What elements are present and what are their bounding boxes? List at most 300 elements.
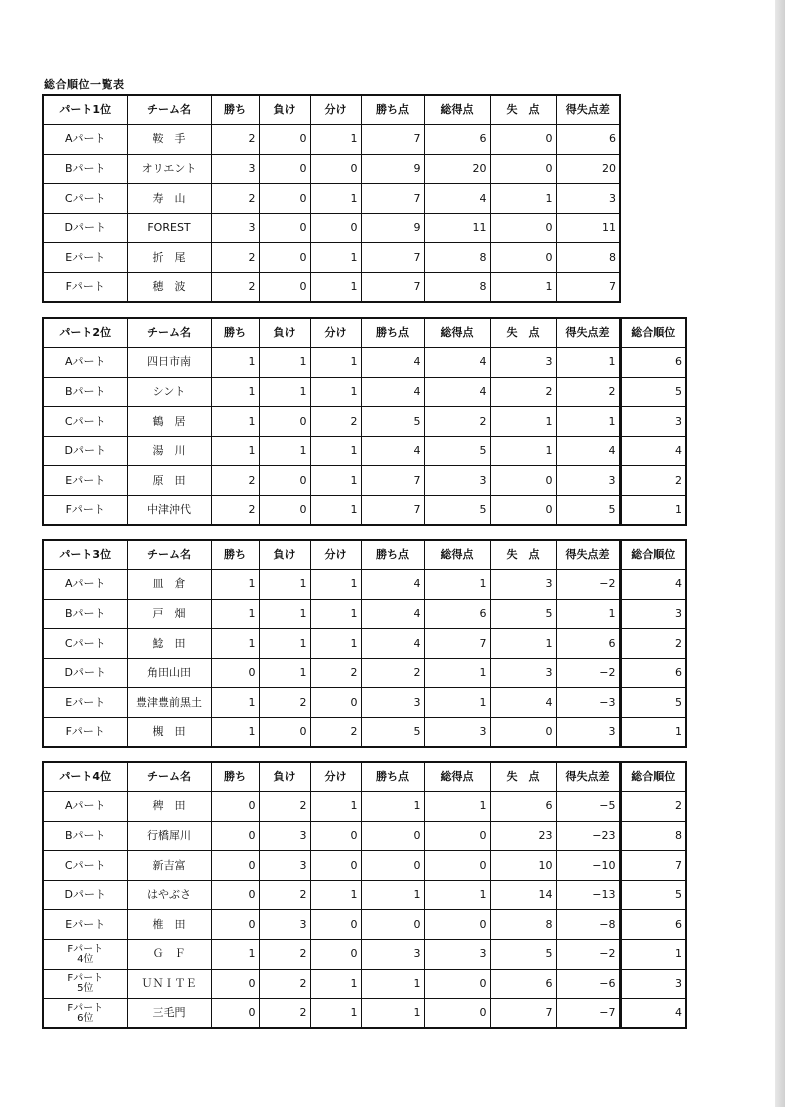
part-cell: Eパート	[43, 466, 127, 496]
points-cell: 1	[361, 999, 424, 1029]
goal-diff-cell: 20	[556, 154, 620, 184]
wins-cell: 1	[211, 688, 259, 718]
goals-for-cell: 1	[424, 880, 490, 910]
header-diff: 得失点差	[556, 318, 620, 348]
goal-diff-cell: 1	[556, 348, 620, 378]
points-cell: 1	[361, 880, 424, 910]
header-conceded: 失 点	[490, 540, 556, 570]
wins-cell: 0	[211, 792, 259, 822]
losses-cell: 0	[259, 718, 310, 748]
header-team: チーム名	[127, 540, 211, 570]
points-cell: 4	[361, 377, 424, 407]
points-cell: 4	[361, 570, 424, 600]
goals-against-cell: 1	[490, 184, 556, 214]
draws-cell: 0	[310, 213, 361, 243]
wins-cell: 2	[211, 496, 259, 526]
header-team: チーム名	[127, 95, 211, 125]
header-points: 勝ち点	[361, 762, 424, 792]
header-conceded: 失 点	[490, 762, 556, 792]
losses-cell: 2	[259, 969, 310, 999]
part-cell: Eパート	[43, 688, 127, 718]
part-cell: Bパート	[43, 599, 127, 629]
overall-rank-cell: 4	[620, 570, 686, 600]
goal-diff-cell: −2	[556, 658, 620, 688]
losses-cell: 3	[259, 821, 310, 851]
draws-cell: 0	[310, 688, 361, 718]
wins-cell: 3	[211, 154, 259, 184]
goal-diff-cell: 3	[556, 718, 620, 748]
part-cell: Dパート	[43, 880, 127, 910]
losses-cell: 0	[259, 125, 310, 155]
goals-for-cell: 2	[424, 407, 490, 437]
goal-diff-cell: −8	[556, 910, 620, 940]
losses-cell: 2	[259, 999, 310, 1029]
goals-against-cell: 1	[490, 436, 556, 466]
goals-against-cell: 0	[490, 154, 556, 184]
goals-for-cell: 6	[424, 599, 490, 629]
points-cell: 7	[361, 184, 424, 214]
draws-cell: 0	[310, 910, 361, 940]
part-cell: Dパート	[43, 213, 127, 243]
part-cell: Aパート	[43, 570, 127, 600]
part-cell: Eパート	[43, 243, 127, 273]
part-cell: Aパート	[43, 348, 127, 378]
team-name-cell: オリエント	[127, 154, 211, 184]
goals-for-cell: 20	[424, 154, 490, 184]
draws-cell: 1	[310, 880, 361, 910]
header-row	[43, 318, 686, 348]
header-draw: 分け	[310, 95, 361, 125]
team-name-cell: シント	[127, 377, 211, 407]
header-draw: 分け	[310, 318, 361, 348]
part-cell	[43, 999, 127, 1029]
header-draw: 分け	[310, 540, 361, 570]
goal-diff-cell: −13	[556, 880, 620, 910]
losses-cell: 2	[259, 880, 310, 910]
goal-diff-cell: 3	[556, 184, 620, 214]
goal-diff-cell: −2	[556, 570, 620, 600]
points-cell: 0	[361, 910, 424, 940]
goals-for-cell: 4	[424, 184, 490, 214]
page-edge-shadow	[775, 0, 785, 1107]
losses-cell: 3	[259, 851, 310, 881]
wins-cell: 1	[211, 629, 259, 659]
part-cell: Aパート	[43, 792, 127, 822]
goal-diff-cell: 7	[556, 273, 620, 303]
part-cell	[43, 940, 127, 970]
draws-cell: 1	[310, 599, 361, 629]
goals-for-cell: 3	[424, 940, 490, 970]
team-name-cell: 角田山田	[127, 658, 211, 688]
team-name-cell: 新吉富	[127, 851, 211, 881]
team-name-cell: 鶴 居	[127, 407, 211, 437]
goals-against-cell: 3	[490, 348, 556, 378]
header-rank: 総合順位	[620, 540, 686, 570]
standings-table-part4	[42, 761, 687, 1029]
overall-rank-cell: 1	[620, 496, 686, 526]
overall-rank-cell: 3	[620, 969, 686, 999]
points-cell: 2	[361, 658, 424, 688]
overall-rank-cell: 8	[620, 821, 686, 851]
losses-cell: 1	[259, 629, 310, 659]
wins-cell: 2	[211, 466, 259, 496]
part-cell: Fパート	[43, 273, 127, 303]
part-cell: Cパート	[43, 184, 127, 214]
header-rank: 総合順位	[620, 762, 686, 792]
team-name-cell: 折 尾	[127, 243, 211, 273]
points-cell: 0	[361, 851, 424, 881]
header-part: パート3位	[43, 540, 127, 570]
losses-cell: 0	[259, 213, 310, 243]
points-cell: 0	[361, 821, 424, 851]
table-row	[43, 213, 620, 243]
draws-cell: 1	[310, 969, 361, 999]
header-diff: 得失点差	[556, 95, 620, 125]
overall-rank-cell: 7	[620, 851, 686, 881]
draws-cell: 1	[310, 496, 361, 526]
header-scored: 総得点	[424, 540, 490, 570]
wins-cell: 1	[211, 940, 259, 970]
overall-rank-cell: 5	[620, 688, 686, 718]
points-cell: 7	[361, 243, 424, 273]
header-row	[43, 95, 620, 125]
table-row	[43, 658, 686, 688]
part-cell: Cパート	[43, 629, 127, 659]
team-name-cell: 湯 川	[127, 436, 211, 466]
goal-diff-cell: −5	[556, 792, 620, 822]
draws-cell: 1	[310, 377, 361, 407]
team-name-cell: 豊津豊前黒土	[127, 688, 211, 718]
goals-against-cell: 0	[490, 213, 556, 243]
goal-diff-cell: 8	[556, 243, 620, 273]
wins-cell: 3	[211, 213, 259, 243]
header-win: 勝ち	[211, 540, 259, 570]
goal-diff-cell: 6	[556, 629, 620, 659]
goals-for-cell: 1	[424, 688, 490, 718]
table-row	[43, 940, 686, 970]
header-rank: 総合順位	[620, 318, 686, 348]
team-name-cell: 中津沖代	[127, 496, 211, 526]
losses-cell: 0	[259, 466, 310, 496]
team-name-cell: 三毛門	[127, 999, 211, 1029]
goal-diff-cell: −2	[556, 940, 620, 970]
team-name-cell: 鯰 田	[127, 629, 211, 659]
draws-cell: 1	[310, 629, 361, 659]
goals-for-cell: 6	[424, 125, 490, 155]
draws-cell: 1	[310, 273, 361, 303]
goal-diff-cell: −3	[556, 688, 620, 718]
losses-cell: 0	[259, 407, 310, 437]
points-cell: 4	[361, 629, 424, 659]
goals-for-cell: 0	[424, 969, 490, 999]
standings-table-part2	[42, 317, 687, 526]
overall-rank-cell: 4	[620, 436, 686, 466]
losses-cell: 0	[259, 184, 310, 214]
part-cell: Dパート	[43, 436, 127, 466]
document-title: 総合順位一覧表	[44, 78, 125, 91]
overall-rank-cell: 5	[620, 377, 686, 407]
goals-against-cell: 14	[490, 880, 556, 910]
part-cell: Cパート	[43, 851, 127, 881]
header-diff: 得失点差	[556, 762, 620, 792]
draws-cell: 0	[310, 851, 361, 881]
goals-against-cell: 23	[490, 821, 556, 851]
goals-for-cell: 8	[424, 243, 490, 273]
goal-diff-cell: 3	[556, 466, 620, 496]
team-name-cell: FOREST	[127, 213, 211, 243]
goal-diff-cell: 1	[556, 599, 620, 629]
team-name-cell: Ｇ Ｆ	[127, 940, 211, 970]
part-sub-label: 5位	[77, 983, 94, 995]
part-cell: Eパート	[43, 910, 127, 940]
table-row	[43, 496, 686, 526]
part-cell: Fパート	[43, 496, 127, 526]
wins-cell: 0	[211, 999, 259, 1029]
team-name-cell: 四日市南	[127, 348, 211, 378]
overall-rank-cell: 2	[620, 792, 686, 822]
goal-diff-cell: 2	[556, 377, 620, 407]
table-row	[43, 999, 686, 1029]
header-scored: 総得点	[424, 318, 490, 348]
points-cell: 5	[361, 407, 424, 437]
overall-rank-cell: 2	[620, 629, 686, 659]
losses-cell: 2	[259, 688, 310, 718]
team-name-cell: 穂 波	[127, 273, 211, 303]
goals-against-cell: 3	[490, 658, 556, 688]
table-row	[43, 851, 686, 881]
table-row	[43, 688, 686, 718]
goals-for-cell: 0	[424, 851, 490, 881]
goals-for-cell: 3	[424, 466, 490, 496]
draws-cell: 0	[310, 821, 361, 851]
goals-for-cell: 5	[424, 436, 490, 466]
points-cell: 1	[361, 969, 424, 999]
goals-against-cell: 3	[490, 570, 556, 600]
losses-cell: 2	[259, 792, 310, 822]
part-cell: Dパート	[43, 658, 127, 688]
wins-cell: 0	[211, 851, 259, 881]
goals-against-cell: 6	[490, 969, 556, 999]
team-name-cell: 槻 田	[127, 718, 211, 748]
draws-cell: 2	[310, 718, 361, 748]
goals-for-cell: 3	[424, 718, 490, 748]
wins-cell: 0	[211, 821, 259, 851]
goals-for-cell: 0	[424, 910, 490, 940]
draws-cell: 1	[310, 184, 361, 214]
points-cell: 3	[361, 940, 424, 970]
goals-for-cell: 0	[424, 999, 490, 1029]
draws-cell: 1	[310, 243, 361, 273]
header-win: 勝ち	[211, 95, 259, 125]
wins-cell: 1	[211, 570, 259, 600]
points-cell: 7	[361, 496, 424, 526]
table-row	[43, 154, 620, 184]
standings-table-part1	[42, 94, 621, 303]
header-team: チーム名	[127, 318, 211, 348]
wins-cell: 1	[211, 348, 259, 378]
goals-for-cell: 8	[424, 273, 490, 303]
table-row	[43, 969, 686, 999]
table-row	[43, 184, 620, 214]
header-part: パート2位	[43, 318, 127, 348]
overall-rank-cell: 1	[620, 718, 686, 748]
header-loss: 負け	[259, 762, 310, 792]
header-draw: 分け	[310, 762, 361, 792]
overall-rank-cell: 3	[620, 407, 686, 437]
header-row	[43, 540, 686, 570]
header-win: 勝ち	[211, 762, 259, 792]
points-cell: 5	[361, 718, 424, 748]
goals-against-cell: 0	[490, 718, 556, 748]
wins-cell: 2	[211, 125, 259, 155]
wins-cell: 1	[211, 377, 259, 407]
goals-against-cell: 0	[490, 496, 556, 526]
part-sub-label: 6位	[77, 1012, 94, 1024]
goal-diff-cell: 11	[556, 213, 620, 243]
goals-against-cell: 8	[490, 910, 556, 940]
goals-against-cell: 2	[490, 377, 556, 407]
header-scored: 総得点	[424, 95, 490, 125]
goal-diff-cell: −10	[556, 851, 620, 881]
goals-for-cell: 7	[424, 629, 490, 659]
goal-diff-cell: 5	[556, 496, 620, 526]
table-row	[43, 792, 686, 822]
table-row	[43, 407, 686, 437]
part-sub-label: 4位	[77, 953, 94, 965]
part-label: Fパート	[67, 1002, 104, 1014]
part-cell: Aパート	[43, 125, 127, 155]
goal-diff-cell: −23	[556, 821, 620, 851]
header-diff: 得失点差	[556, 540, 620, 570]
table-row	[43, 570, 686, 600]
part-label: Fパート	[67, 973, 104, 985]
table-row	[43, 910, 686, 940]
overall-rank-cell: 6	[620, 348, 686, 378]
goals-for-cell: 1	[424, 792, 490, 822]
wins-cell: 1	[211, 436, 259, 466]
header-points: 勝ち点	[361, 95, 424, 125]
draws-cell: 1	[310, 792, 361, 822]
table-row	[43, 629, 686, 659]
table-row	[43, 466, 686, 496]
table-row	[43, 125, 620, 155]
header-loss: 負け	[259, 95, 310, 125]
points-cell: 7	[361, 125, 424, 155]
points-cell: 9	[361, 213, 424, 243]
goals-for-cell: 1	[424, 570, 490, 600]
team-name-cell: 皿 倉	[127, 570, 211, 600]
goals-against-cell: 0	[490, 125, 556, 155]
part-cell: Bパート	[43, 154, 127, 184]
goal-diff-cell: 4	[556, 436, 620, 466]
goal-diff-cell: 6	[556, 125, 620, 155]
losses-cell: 0	[259, 154, 310, 184]
team-name-cell: 稗 田	[127, 792, 211, 822]
overall-rank-cell: 2	[620, 466, 686, 496]
losses-cell: 0	[259, 496, 310, 526]
goals-against-cell: 5	[490, 940, 556, 970]
goals-for-cell: 0	[424, 821, 490, 851]
goals-against-cell: 0	[490, 243, 556, 273]
goals-against-cell: 5	[490, 599, 556, 629]
header-scored: 総得点	[424, 762, 490, 792]
losses-cell: 1	[259, 658, 310, 688]
table-row	[43, 273, 620, 303]
wins-cell: 2	[211, 243, 259, 273]
goal-diff-cell: 1	[556, 407, 620, 437]
goals-against-cell: 10	[490, 851, 556, 881]
header-team: チーム名	[127, 762, 211, 792]
overall-rank-cell: 1	[620, 940, 686, 970]
draws-cell: 1	[310, 436, 361, 466]
points-cell: 7	[361, 273, 424, 303]
header-row	[43, 762, 686, 792]
table-row	[43, 599, 686, 629]
overall-rank-cell: 5	[620, 880, 686, 910]
losses-cell: 1	[259, 377, 310, 407]
goal-diff-cell: −6	[556, 969, 620, 999]
goals-for-cell: 5	[424, 496, 490, 526]
table-row	[43, 880, 686, 910]
team-name-cell: 原 田	[127, 466, 211, 496]
goals-for-cell: 11	[424, 213, 490, 243]
draws-cell: 0	[310, 154, 361, 184]
goals-against-cell: 1	[490, 273, 556, 303]
wins-cell: 0	[211, 969, 259, 999]
points-cell: 9	[361, 154, 424, 184]
losses-cell: 1	[259, 570, 310, 600]
goals-against-cell: 0	[490, 466, 556, 496]
header-part: パート4位	[43, 762, 127, 792]
table-row	[43, 348, 686, 378]
draws-cell: 1	[310, 466, 361, 496]
part-cell	[43, 969, 127, 999]
team-name-cell: はやぶさ	[127, 880, 211, 910]
part-cell: Bパート	[43, 377, 127, 407]
draws-cell: 2	[310, 407, 361, 437]
goals-against-cell: 1	[490, 629, 556, 659]
wins-cell: 2	[211, 273, 259, 303]
points-cell: 3	[361, 688, 424, 718]
draws-cell: 1	[310, 570, 361, 600]
header-conceded: 失 点	[490, 318, 556, 348]
overall-rank-cell: 3	[620, 599, 686, 629]
part-cell: Cパート	[43, 407, 127, 437]
header-loss: 負け	[259, 318, 310, 348]
wins-cell: 1	[211, 407, 259, 437]
points-cell: 4	[361, 348, 424, 378]
losses-cell: 1	[259, 599, 310, 629]
points-cell: 7	[361, 466, 424, 496]
losses-cell: 0	[259, 243, 310, 273]
wins-cell: 0	[211, 910, 259, 940]
team-name-cell: 鞍 手	[127, 125, 211, 155]
header-loss: 負け	[259, 540, 310, 570]
standings-table-part3	[42, 539, 687, 748]
header-points: 勝ち点	[361, 318, 424, 348]
draws-cell: 2	[310, 658, 361, 688]
losses-cell: 3	[259, 910, 310, 940]
losses-cell: 1	[259, 436, 310, 466]
wins-cell: 0	[211, 658, 259, 688]
header-part: パート1位	[43, 95, 127, 125]
header-win: 勝ち	[211, 318, 259, 348]
wins-cell: 2	[211, 184, 259, 214]
wins-cell: 0	[211, 880, 259, 910]
overall-rank-cell: 6	[620, 910, 686, 940]
part-label: Fパート	[67, 943, 104, 955]
team-name-cell: ＵＮＩＴＥ	[127, 969, 211, 999]
